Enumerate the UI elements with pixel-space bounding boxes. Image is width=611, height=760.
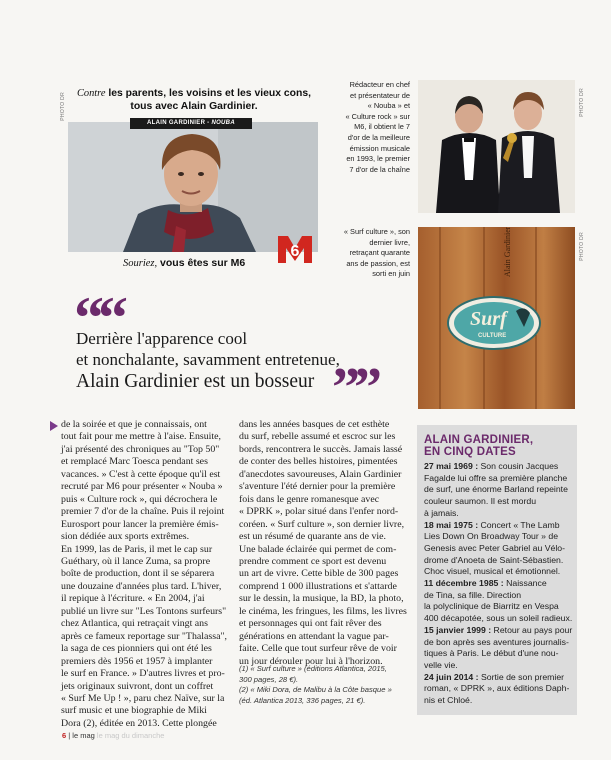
name-bar-name: ALAIN GARDINIER - [147, 120, 212, 126]
dates-entry-line: de surf, une énorme Barland repeinte [424, 484, 568, 495]
footer-mag: le mag [72, 731, 95, 740]
text-line: et personnages qui ont fait rêver des [239, 618, 382, 630]
dates-entry-date: 15 janvier 1999 : [424, 624, 492, 635]
text-line: premiers dès 1956 et 1957 à implanter [61, 655, 213, 667]
caption-line: et présentateur de [350, 90, 410, 100]
caption-book [322, 227, 410, 280]
book-title: Surf [470, 308, 507, 330]
text-line: publié un livre sur "Les Tontons surfeurs" [61, 605, 227, 617]
caption-line: 7 d'or de la chaîne [349, 164, 410, 174]
dates-entry-text: Retour au pays pour [491, 624, 573, 635]
caption-line: sorti en juin [372, 269, 410, 279]
dates-entry-line: de Tina, sa fille. Direction [424, 589, 522, 600]
dates-entry-text: Concert « The Lamb [478, 519, 560, 530]
text-line: la saga de ces pionniers qui ont été les [61, 643, 212, 655]
caption-line: émission musicale [349, 143, 410, 153]
dates-box-title-line-1: ALAIN GARDINIER, [424, 434, 534, 446]
dates-entry-date: 24 juin 2014 : [424, 671, 479, 682]
portrait-illustration [68, 122, 318, 252]
page-footer [62, 731, 164, 740]
photo-headline [72, 87, 316, 113]
caption-line: ans de passion, est [346, 258, 410, 268]
text-line: premier 7 d'or de la chaîne. Puis il rejoint [61, 506, 225, 518]
dates-entry-text: Naissance [503, 578, 547, 589]
dates-entry-line: à jamais. [424, 507, 459, 518]
text-line: Eurosport pour lancer la première émis- [61, 518, 219, 530]
text-line: de conter des belles histoires, pimentées [239, 456, 398, 468]
photo-credit: PHOTO DR [579, 232, 585, 261]
text-line: jets originaux suivront, dont un coffret [61, 680, 214, 692]
caption-line: retraçant quarante [349, 248, 410, 258]
text-line: d'anecdotes savoureuses, Alain Gardinier [239, 468, 402, 480]
quote-open-mark: ““ [74, 285, 122, 351]
footer-faint: le mag du dimanche [94, 731, 165, 740]
page-number: 6 [62, 731, 67, 740]
text-line: prendre comment ce sport est devenu [239, 555, 387, 567]
portrait-caption [123, 257, 245, 269]
headline-bold-1: les parents, les voisins et les vieux cons, [105, 88, 312, 99]
text-line: de la soirée et que je connaissais, ont [61, 419, 207, 430]
caption-line: dernier livre, [369, 237, 410, 247]
text-line: du surf, rebelle assumé et escroc sur les [239, 431, 396, 443]
caption-line: « Culture rock » sur [345, 111, 410, 121]
dates-entry-line: tiques à Paris. Le début d'une nou- [424, 648, 559, 659]
text-line: sion dédiée aux sports extrêmes. [61, 531, 190, 543]
dates-box-title-line-2: EN CINQ DATES [424, 446, 516, 458]
dates-entry-line [424, 578, 574, 590]
portrait-photo [68, 122, 318, 252]
name-bar [130, 118, 252, 129]
dates-entry-line: Choc visuel, musical et émotionnel. [424, 566, 561, 577]
footer-sep: | [66, 731, 73, 740]
text-line: comprend 1 000 illustrations et s'attarde [239, 580, 397, 592]
caption-line: « Nouba » et [367, 101, 410, 111]
tuxedo-photo [418, 80, 575, 213]
text-line: vacances. » C'est à cette époque qu'il est [61, 468, 221, 480]
portrait-caption-bold: vous êtes sur M6 [157, 257, 246, 269]
quote-close-mark: ”” [332, 357, 376, 419]
dates-entry-line: Lies Down On Broadway Tour » de [424, 531, 559, 542]
dates-entry-line: la polyclinique de Biarritz en Vespa [424, 601, 559, 612]
dates-entry-line: velle vie. [424, 659, 458, 670]
book-cover [418, 227, 575, 409]
book-author: Alain Gardinier [503, 227, 512, 277]
dates-entry-text: Son cousin Jacques [478, 461, 559, 471]
dates-entry-line: 400 décapotée, sous un soleil radieux. [424, 613, 573, 624]
dates-entry-date: 27 mai 1969 : [424, 461, 479, 471]
caption-line: en 1993, le premier [346, 154, 410, 164]
name-bar-show: NOUBA [211, 120, 235, 126]
headline-italic: Contre [76, 88, 106, 99]
headline-bold-2: tous avec Alain Gardinier. [130, 101, 258, 112]
text-line: En 1999, las de Paris, il met le cap sur [61, 543, 213, 555]
text-line: « DPRK », polar situé dans l'enfer nord- [239, 506, 399, 518]
dates-entry-date: 11 décembre 1985 : [424, 578, 504, 589]
dates-entry-line [424, 461, 574, 473]
text-line: (éd. Atlantica 2013, 336 pages, 21 €). [239, 696, 366, 706]
text-line: le cinéma, les fringues, les films, les livres [239, 605, 407, 617]
dates-entry-line: drome d'Anoeta de Saint-Sébastien. [424, 554, 564, 565]
dates-entry-line: roman, « DPRK », aux éditions Daph- [424, 683, 570, 694]
text-line: 300 pages, 28 €). [239, 674, 299, 684]
dates-entry-date: 18 mai 1975 : [424, 519, 479, 530]
text-line: j'ai présenté des chroniques au "Top 50" [61, 443, 220, 455]
caption-line: Rédacteur en chef [349, 80, 410, 89]
text-line: puis « Culture rock », qui décrochera le [61, 493, 218, 505]
text-line: un jour dérouler pour lui à l'horizon. [239, 655, 383, 667]
text-line: tout fait pour me mettre à l'aise. Ensuite, [61, 431, 222, 443]
photo-credit: PHOTO DR [60, 92, 66, 121]
article-column-1 [61, 419, 232, 730]
caption-line: « Surf culture », son [343, 227, 410, 236]
text-line: surf music et une biographie de Miki [61, 705, 207, 717]
m6-logo [276, 234, 314, 269]
dates-entry-line: couleur saumon. Il est mordu [424, 496, 537, 507]
text-line: un art de vivre. Cette bible de 300 pages [239, 568, 399, 580]
text-line: après ce fameux reportage sur "Thalassa", [61, 630, 227, 642]
caption-tv-photo [322, 80, 410, 175]
text-line: Guéthary, où il lance Zuma, sa propre [61, 555, 211, 567]
text-line: boîte de production, dont il se séparera [61, 568, 215, 580]
text-line: coréen. « Surf culture », son dernier livre, [239, 518, 405, 530]
text-line: (1) « Surf culture » (éditions Atlantica, 2015, [239, 664, 387, 673]
text-line: bords, rencontrera le succès. Jamais lassé [239, 443, 403, 455]
paragraph-arrow-icon [50, 421, 58, 431]
quote-line-2: et nonchalante, savamment entretenue, [76, 350, 340, 369]
book-cover-illustration [418, 227, 575, 409]
text-line: une douzaine d'années plus tard. L'hiver, [61, 580, 222, 592]
dates-entry-line: Fagalde lui offre sa première planche [424, 472, 568, 483]
footnotes [239, 664, 414, 707]
text-line: Dora (2), éditée en 2013. Cette plongée [61, 717, 217, 729]
dates-entry-line: nis et Chloé. [424, 695, 473, 706]
dates-box-title [424, 434, 574, 458]
caption-line: d'or de la meilleure [347, 132, 410, 142]
dates-entry-text: Sortie de son premier [478, 671, 565, 682]
text-line: recruté par M6 pour présenter « Nouba » [61, 481, 223, 493]
m6-logo-text: 6 [290, 243, 300, 260]
dates-box-body [424, 461, 574, 707]
dates-entry-line [424, 520, 574, 532]
text-line: « Surf Me Up ! », paru chez Naïve, sur la [61, 692, 225, 704]
text-line: Une balade éclairée qui permet de com- [239, 543, 397, 555]
dates-entry-line: de bon après ses aventures journalis- [424, 636, 569, 647]
text-line: générations en attendant la vague par- [239, 630, 389, 642]
quote-line-1: Derrière l'apparence cool [76, 329, 248, 348]
text-line: s'aventure l'été dernier pour la première [239, 481, 396, 493]
portrait-caption-italic: Souriez, [123, 258, 158, 269]
dates-entry-line [424, 672, 574, 684]
text-line: (2) « Miki Dora, de Malibu à la Côte basque » [239, 685, 392, 695]
text-line: sur le dessin, la musique, la BD, la photo, [239, 593, 404, 605]
tuxedo-illustration [418, 80, 575, 213]
book-subtitle: CULTURE [478, 333, 507, 339]
quote-line-3: Alain Gardinier est un bosseur [76, 371, 315, 392]
text-line: fois dans le genre romanesque avec [239, 493, 380, 505]
text-line: il repique à l'écriture. « En 2004, j'ai [61, 593, 205, 605]
article-column-2 [239, 419, 411, 668]
text-line: chez Atlantica, qui retraçait vingt ans [61, 618, 208, 630]
text-line: le surf en France. » D'autres livres et pro- [61, 668, 225, 680]
m6-logo-icon [276, 234, 314, 264]
text-line: est un résumé de quarante ans de vie. [239, 531, 386, 543]
text-line: dans les années basques de cet esthète [239, 419, 390, 430]
photo-credit: PHOTO DR [579, 88, 585, 117]
text-line: et remplacé Marc Toesca pendant ses [61, 456, 208, 468]
dates-entry-line: Genesis avec Peter Gabriel au Vélo- [424, 542, 566, 553]
dates-entry-line [424, 625, 574, 637]
caption-line: M6, il obtient le 7 [354, 122, 410, 132]
text-line: faite. Celle que tout surfeur rêve de voir [239, 643, 397, 655]
